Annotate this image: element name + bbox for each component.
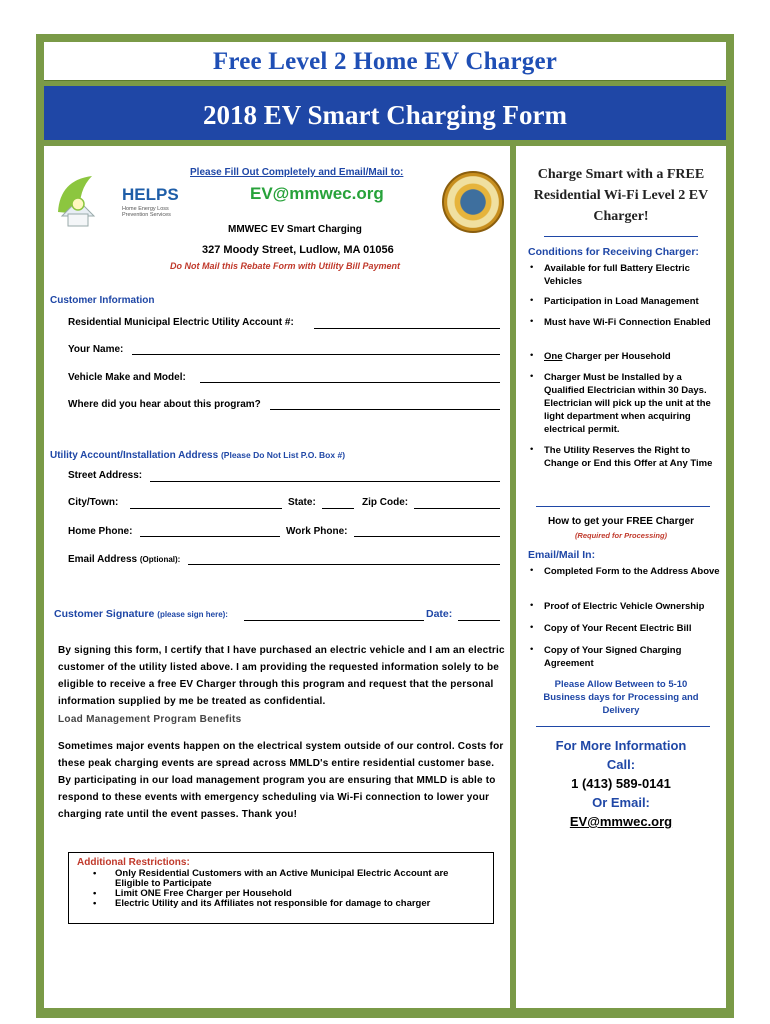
how-to-note: (Required for Processing) [574,531,668,540]
promo-line: Charge Smart with a FREE [537,167,705,182]
divider [536,506,710,507]
or-email-label: Or Email: [592,795,650,810]
customer-info-heading: Customer Information [50,295,155,306]
bullet-icon: • [530,316,534,327]
city-input[interactable] [130,508,282,509]
step-item: Proof of Electric Vehicle Ownership [544,601,705,612]
utility-heading [50,450,345,461]
restrictions-heading: Additional Restrictions: [77,857,190,868]
step-item: Copy of Your Recent Electric Bill [544,623,692,634]
signature-input[interactable] [244,620,424,621]
contact-email-link[interactable]: EV@mmwec.org [569,814,673,829]
info-sidebar [516,146,726,1008]
street-label: Street Address: [68,470,143,481]
helps-logo [52,170,179,232]
instruction-text: Please Fill Out Completely and Email/Mail to: [190,167,404,178]
step-item: Completed Form to the Address Above [544,566,720,577]
call-label: Call: [606,757,636,772]
load-line: charging rate until the event passes. Thank you! [58,809,298,820]
submit-email[interactable]: EV@mmwec.org [250,184,384,203]
additional-restrictions-box [68,852,494,924]
referral-label: Where did you hear about this program? [68,399,261,410]
date-input[interactable] [458,620,500,621]
logo-tagline-1: Home Energy Loss [122,206,169,212]
certify-line: information supplied by me be treated as confidential. [58,696,326,707]
work-phone-input[interactable] [354,536,500,537]
signature-label-text: Customer Signature [54,608,155,620]
utility-heading-text: Utility Account/Installation Address [50,450,219,461]
load-line: these peak charging events are spread across MMLD's entire residential customer base. [58,758,495,769]
condition-item: Available for full Battery Electric Vehicles [544,263,690,287]
processing-time-note [516,678,726,717]
more-info-text: For More Information [555,738,687,753]
contact-phone[interactable]: 1 (413) 589-0141 [571,776,671,791]
bullet-icon: • [530,622,534,633]
allow-line: Please Allow Between to 5-10 [554,679,688,690]
bullet-icon: • [530,444,534,455]
email-label [68,554,180,565]
restrictions-list [115,869,475,909]
load-management-heading: Load Management Program Benefits [58,714,242,725]
bullet-icon: • [530,295,534,306]
account-label: Residential Municipal Electric Utility Account #: [68,317,294,328]
certify-line: customer of the utility listed above. I am providing the requested information solely to be [58,662,500,673]
load-management-text [58,738,503,823]
utility-note: (Please Do Not List P.O. Box #) [220,450,346,460]
bullet-icon: • [530,371,534,382]
form-title: 2018 EV Smart Charging Form [203,100,567,130]
load-line: respond to these events with emergency scheduling via Wi-Fi connection to lower your [58,792,490,803]
referral-input[interactable] [270,409,500,410]
city-label: City/Town: [68,497,119,508]
email-label-text: Email Address [68,554,138,565]
conditions-heading: Conditions for Receiving Charger: [528,246,699,258]
promo-line: Charger! [593,209,649,224]
restriction-item: • Electric Utility and its Affiliates not responsible for damage to charger [115,899,475,909]
step-item: Copy of Your Signed Charging Agreement [544,645,682,669]
vehicle-input[interactable] [200,382,500,383]
account-input[interactable] [314,328,500,329]
logo-tagline-2: Prevention Services [122,212,171,218]
name-label: Your Name: [68,344,124,355]
bullet-icon: • [530,600,534,611]
contact-info [516,736,726,831]
logo-text: HELPS [122,185,179,204]
restriction-item: • Only Residential Customers with an Active Municipal Electric Account are Eligible to Participate [115,869,475,889]
restriction-item: • Limit ONE Free Charger per Household [115,889,475,899]
bullet-icon: • [530,644,534,655]
name-input[interactable] [132,354,500,355]
condition-item: Charger Must be Installed by a Qualified Electrician within 30 Days. Electrician will pick up the unit at the light department when acquiring electrical permit. [544,372,711,435]
certify-line: By signing this form, I certify that I have purchased an electric vehicle and I am an electric [58,645,505,656]
mailing-address: 327 Moody Street, Ludlow, MA 01056 [202,244,394,256]
how-to-heading: How to get your FREE Charger [547,516,695,527]
bullet-icon: • [530,565,534,576]
home-phone-input[interactable] [140,536,280,537]
date-label: Date: [426,608,453,620]
signature-note: (please sign here): [157,610,228,619]
allow-line: Delivery [602,705,640,716]
condition-item: Must have Wi-Fi Connection Enabled [544,317,711,328]
allow-line: Business days for Processing and [543,692,699,703]
divider [544,236,698,237]
work-phone-label: Work Phone: [286,526,348,537]
home-phone-label: Home Phone: [68,526,133,537]
condition-item: Participation in Load Management [544,296,699,307]
street-input[interactable] [150,481,500,482]
load-line: Sometimes major events happen on the electrical system outside of our control. Costs for [58,741,504,752]
condition-item: One Charger per Household [544,351,671,362]
condition-item: The Utility Reserves the Right to Change or End this Offer at Any Time [544,445,713,469]
bullet-icon: • [530,262,534,273]
bullet-icon: • [530,350,534,361]
email-optional-note: (Optional): [139,555,181,564]
promo-heading [516,164,726,227]
certify-line: eligible to receive a free EV Charger through this program and request that the personal [58,679,494,690]
state-label: State: [288,497,316,508]
zip-input[interactable] [414,508,500,509]
signature-label [54,608,228,620]
certification-text [58,642,505,710]
load-line: By participating in our load management program you are ensuring that MMLD is able to [58,775,496,786]
email-mail-heading: Email/Mail In: [528,549,596,561]
subtitle-banner [44,86,726,140]
title-banner [44,42,726,81]
zip-label: Zip Code: [362,497,409,508]
email-input[interactable] [188,564,500,565]
utility-seal-logo [442,171,504,233]
page-title: Free Level 2 Home EV Charger [212,48,558,75]
divider [536,726,710,727]
state-input[interactable] [322,508,354,509]
org-name: MMWEC EV Smart Charging [228,224,362,235]
vehicle-label: Vehicle Make and Model: [68,372,186,383]
mailing-warning: Do Not Mail this Rebate Form with Utility Bill Payment [170,261,401,271]
form-panel [44,146,510,1008]
promo-line: Residential Wi-Fi Level 2 EV [533,188,709,203]
